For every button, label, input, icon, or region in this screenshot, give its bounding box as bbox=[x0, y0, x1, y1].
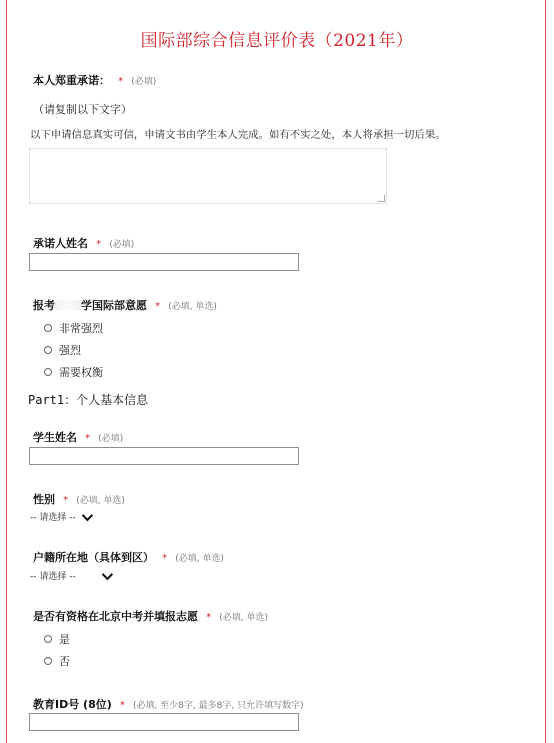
pledge-textarea[interactable] bbox=[29, 148, 387, 204]
redacted-mark bbox=[55, 300, 81, 310]
promiser-name-label: 承诺人姓名 bbox=[33, 237, 88, 250]
required-mark: * bbox=[155, 301, 161, 312]
intention-option[interactable] bbox=[44, 364, 103, 380]
required-mark: * bbox=[85, 433, 91, 444]
chevron-down-icon bbox=[101, 568, 112, 579]
resize-grip-icon[interactable] bbox=[378, 195, 385, 202]
option-label: 强烈 bbox=[59, 344, 81, 357]
gender-select-value: -- 请选择 -- bbox=[30, 513, 76, 523]
required-mark: * bbox=[63, 495, 69, 506]
student-name-question bbox=[33, 426, 123, 445]
eligibility-label: 是否有资格在北京中考并填报志愿 bbox=[33, 610, 198, 623]
section-heading: Part1：个人基本信息 bbox=[28, 393, 149, 407]
residence-hint: (必填, 单选) bbox=[175, 554, 224, 564]
option-label: 非常强烈 bbox=[59, 322, 103, 335]
residence-select-value: -- 请选择 -- bbox=[30, 572, 76, 582]
option-label: 需要权衡 bbox=[59, 366, 103, 379]
promiser-name-question bbox=[33, 232, 134, 251]
promiser-name-hint: (必填) bbox=[109, 240, 135, 250]
student-name-input[interactable] bbox=[29, 447, 299, 465]
eligibility-question bbox=[33, 605, 268, 624]
required-mark: * bbox=[118, 76, 124, 87]
required-mark: * bbox=[206, 612, 212, 623]
residence-question bbox=[33, 546, 224, 565]
pledge-label: 本人郑重承诺： bbox=[33, 74, 110, 87]
student-name-hint: (必填) bbox=[98, 434, 124, 444]
eligibility-option[interactable] bbox=[44, 653, 70, 669]
promiser-name-input[interactable] bbox=[29, 253, 299, 271]
pledge-statement: 以下申请信息真实可信，申请文书由学生本人完成。如有不实之处，本人将承担一切后果。 bbox=[30, 129, 446, 141]
intention-option[interactable] bbox=[44, 342, 81, 358]
pledge-copy-note: （请复制以下文字） bbox=[33, 103, 132, 116]
required-mark: * bbox=[162, 553, 168, 564]
intention-option[interactable] bbox=[44, 320, 103, 336]
residence-select[interactable] bbox=[30, 569, 116, 582]
education-id-hint: (必填, 至少8字, 最多8字, 只允许填写数字) bbox=[132, 701, 304, 711]
education-id-input[interactable] bbox=[29, 713, 299, 731]
chevron-down-icon bbox=[81, 509, 92, 520]
radio-button[interactable] bbox=[44, 324, 52, 332]
gender-hint: (必填, 单选) bbox=[76, 496, 125, 506]
pledge-question bbox=[33, 69, 156, 88]
gender-question bbox=[33, 488, 125, 507]
eligibility-option[interactable] bbox=[44, 631, 70, 647]
radio-button[interactable] bbox=[44, 368, 52, 376]
pledge-hint: (必填) bbox=[131, 77, 157, 87]
eligibility-hint: (必填, 单选) bbox=[219, 613, 268, 623]
student-name-label: 学生姓名 bbox=[33, 431, 77, 444]
option-label: 否 bbox=[59, 655, 70, 668]
residence-label: 户籍所在地（具体到区） bbox=[33, 551, 154, 564]
form-title: 国际部综合信息评价表（2021年） bbox=[140, 31, 414, 51]
intention-hint: (必填, 单选) bbox=[168, 302, 217, 312]
intention-question bbox=[33, 294, 217, 313]
required-mark: * bbox=[119, 700, 125, 711]
education-id-question bbox=[33, 693, 304, 712]
required-mark: * bbox=[96, 239, 102, 250]
gender-select[interactable] bbox=[30, 510, 98, 523]
education-id-label: 教育ID号 (8位) bbox=[33, 698, 112, 711]
radio-button[interactable] bbox=[44, 346, 52, 354]
gender-label: 性别 bbox=[33, 493, 55, 506]
intention-label-suffix: 学国际部意愿 bbox=[81, 299, 147, 312]
radio-button[interactable] bbox=[44, 657, 52, 665]
intention-label-prefix: 报考 bbox=[33, 299, 55, 312]
option-label: 是 bbox=[59, 633, 70, 646]
radio-button[interactable] bbox=[44, 635, 52, 643]
